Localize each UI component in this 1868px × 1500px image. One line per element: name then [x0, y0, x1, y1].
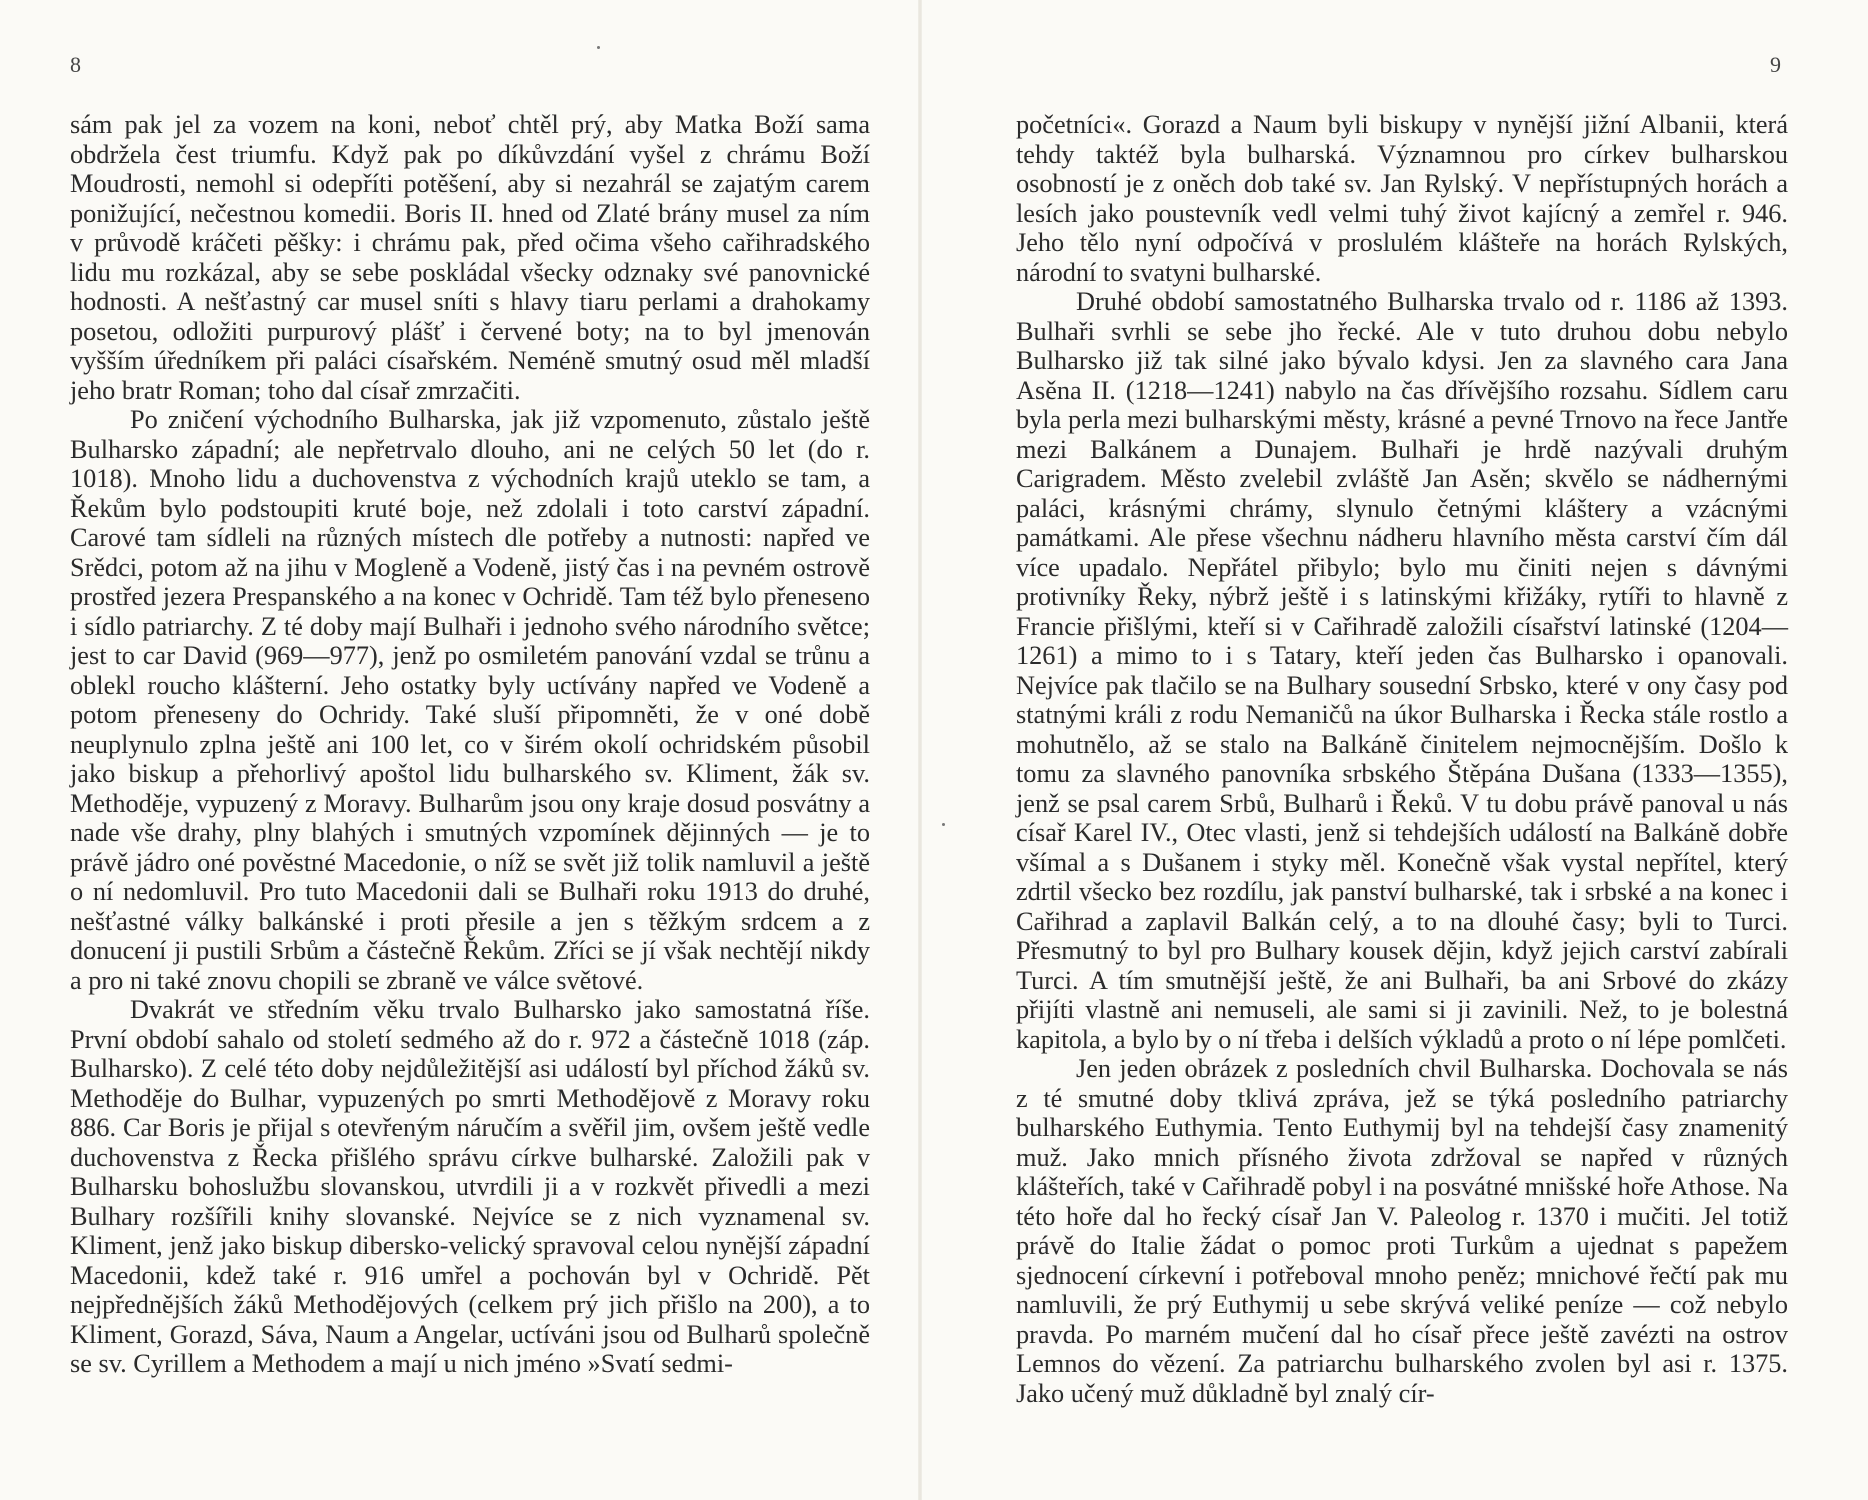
right-page [920, 0, 1868, 1500]
paragraph: Dvakrát ve středním věku trvalo Bulharsko jako samostatná říše. První období sahalo od století sedmého až do r. 972 a částečně 1018 (záp. Bulharsko). Z celé této doby nejdůležitější asi událostí byl příchod žáků sv. Methoděje do Bulhar, vypuzených po smrti Methodějově z Moravy roku 886. Car Boris je přijal s otevřeným náručím a svěřil jim, ovšem ještě vedle duchovenstva z Řecka přišlého správu církve bulharské. Založili pak v Bulharsku bohoslužbu slovanskou, utvrdili ji a v rozkvět přivedli a mezi Bulhary rozšířili knihy slovanské. Nejvíce se z nich vyznamenal sv. Kliment, jenž jako biskup dibersko-velický spravoval celou nynější západní Macedonii, kdež také r. 916 umřel a pochován byl v Ochridě. Pět nejpřednějších žáků Methodějových (celkem prý jich přišlo na 200), a to Kliment, Gorazd, Sáva, Naum a Angelar, uctíváni jsou od Bulharů společně se sv. Cyrillem a Methodem a mají u nich jméno »Svatí sedmi- [70, 995, 870, 1378]
page-number: 8 [70, 52, 81, 77]
paragraph: sám pak jel za vozem na koni, neboť chtěl prý, aby Matka Boží sama obdržela čest triumfu. Když pak po díkůvzdání vyšel z chrámu Boží Moudrosti, nemohl si odepříti potěšení, aby si nezahrál se zajatým carem ponižující, nečestnou komedii. Boris II. hned od Zlaté brány musel za ním v průvodě kráčeti pěšky: i chrámu pak, před očima všeho cařihradského lidu mu rozkázal, aby se sebe poskládal všecky odznaky své panovnické hodnosti. A nešťastný car musel sníti s hlavy tiaru perlami a drahokamy posetou, odložiti purpurový plášť i červené boty; na to byl jmenován vyšším úředníkem při paláci císařském. Neméně smutný osud měl mladší jeho bratr Roman; toho dal císař zmrzačiti. [70, 110, 870, 405]
paragraph: Po zničení východního Bulharska, jak již vzpomenuto, zůstalo ještě Bulharsko západní; ale nepřetrvalo dlouho, ani ne celých 50 let (do r. 1018). Mnoho lidu a duchovenstva z východních krajů uteklo se tam, a Řekům bylo podstoupiti kruté boje, než zdolali i toto carství západní. Carové tam sídleli na různých místech dle potřeby a nutnosti: napřed ve Srědci, potom až na jihu v Mogleně a Vodeně, jistý čas i na pevném ostrově prostřed jezera Prespanského a na konec v Ochridě. Tam též bylo přeneseno i sídlo patriarchy. Z té doby mají Bulhaři i jednoho svého národního světce; jest to car David (969—977), jenž po osmiletém panování vzdal se trůnu a oblekl roucho klášterní. Jeho ostatky byly uctívány napřed ve Vodeně a potom přeneseny do Ochridy. Také sluší připomněti, že v oné době neuplynulo zplna ještě ani 100 let, co v širém okolí ochridském působil jako biskup a přehorlivý apoštol lidu bulharského sv. Kliment, žák sv. Methoděje, vypuzený z Moravy. Bulharům jsou ony kraje dosud posvátny a nade vše drahy, plny blahých i smutných vzpomínek dějinných — je to právě jádro oné pověstné Macedonie, o níž se svět již tolik namluvil a ještě o ní nedomluvil. Pro tuto Macedonii dali se Bulhaři roku 1913 do druhé, nešťastné války balkánské i proti přesile a jen s těžkým srdcem a z donucení ji pustili Srbům a částečně Řekům. Zříci se jí však nechtějí nikdy a pro ni také znovu chopili se zbraně ve válce světové. [70, 405, 870, 995]
right-text-column [1016, 110, 1788, 1408]
paragraph: Druhé období samostatného Bulharska trvalo od r. 1186 až 1393. Bulhaři svrhli se sebe jho řecké. Ale v tuto druhou dobu nebylo Bulharsko již tak silné jako bývalo kdysi. Jen za slavného cara Jana Asěna II. (1218—1241) nabylo na čas dřívějšího rozsahu. Sídlem caru byla perla mezi bulharskými městy, krásné a pevné Trnovo na řece Jantře mezi Balkánem a Dunajem. Bulhaři je hrdě nazývali druhým Carigradem. Město zvelebil zvláště Jan Asěn; skvělo se nádhernými paláci, krásnými chrámy, slynulo četnými kláštery a vzácnými památkami. Ale přese všechnu nádheru hlavního města carství čím dál více upadalo. Nepřátel přibylo; bylo mu činiti nejen s dávnými protivníky Řeky, nýbrž ještě i s latinskými křižáky, rytíři to hlavně z Francie přišlými, kteří si v Cařihradě založili císařství latinské (1204—1261) a mimo to i s Tatary, kteří jeden čas Bulharsko i opanovali. Nejvíce pak tlačilo se na Bulhary sousední Srbsko, které v ony časy pod statnými králi z rodu Nemaničů na úkor Bulharska i Řecka stále rostlo a mohutnělo, až se stalo na Balkáně činitelem nejmocnějším. Došlo k tomu za slavného panovníka srbského Štěpána Dušana (1333—1355), jenž se psal carem Srbů, Bulharů i Řeků. V tu dobu právě panoval u nás císař Karel IV., Otec vlasti, jenž si tehdejších událostí na Balkáně dobře všímal a s Dušanem i styky měl. Konečně však vystal nepřítel, který zdrtil všecko bez rozdílu, jak panství bulharské, tak i srbské a na konec i Cařihrad a zaplavil Balkán celý, a to na dlouhé časy; byli to Turci. Přesmutný to byl pro Bulhary kousek dějin, když jejich carství zabírali Turci. A tím smutnější ještě, že ani Bulhaři, ba ani Srbové do zkázy přijíti vlastně ani nemuseli, ale sami si ji zavinili. Než, to je bolestná kapitola, a bylo by o ní třeba i delších výkladů a proto o ní lépe pomlčeti. [1016, 287, 1788, 1054]
paper-speck [597, 46, 600, 49]
page-number: 9 [1770, 52, 1781, 77]
paragraph: početníci«. Gorazd a Naum byli biskupy v nynější jižní Albanii, která tehdy taktéž byla bulharská. Významnou pro církev bulharskou osobností je z oněch dob také sv. Jan Rylský. V nepřístupných horách a lesích jako poustevník vedl velmi tuhý život kajícný a zemřel r. 946. Jeho tělo nyní odpočívá v proslulém klášteře na horách Rylských, národní to svatyni bulharské. [1016, 110, 1788, 287]
left-text-column [70, 110, 870, 1379]
paragraph: Jen jeden obrázek z posledních chvil Bulharska. Dochovala se nás z té smutné doby tklivá zpráva, jež se týká posledního patriarchy bulharského Euthymia. Tento Euthymij byl na tehdejší časy znamenitý muž. Jako mnich přísného života zdržoval se napřed v různých klášteřích, také v Cařihradě pobyl i na posvátné mnišské hoře Athose. Na této hoře dal ho řecký císař Jan V. Paleolog r. 1370 i mučiti. Jel totiž právě do Italie žádat o pomoc proti Turkům a ujednat s papežem sjednocení církevní i potřeboval mnoho peněz; mnichové řečtí pak mu namluvili, že prý Euthymij u sebe skrývá veliké peníze — což nebylo pravda. Po marném mučení dal ho císař přece ještě zavézti na ostrov Lemnos do vězení. Za patriarchu bulharského zvolen byl asi r. 1375. Jako učený muž důkladně byl znalý cír- [1016, 1054, 1788, 1408]
left-page [0, 0, 920, 1500]
